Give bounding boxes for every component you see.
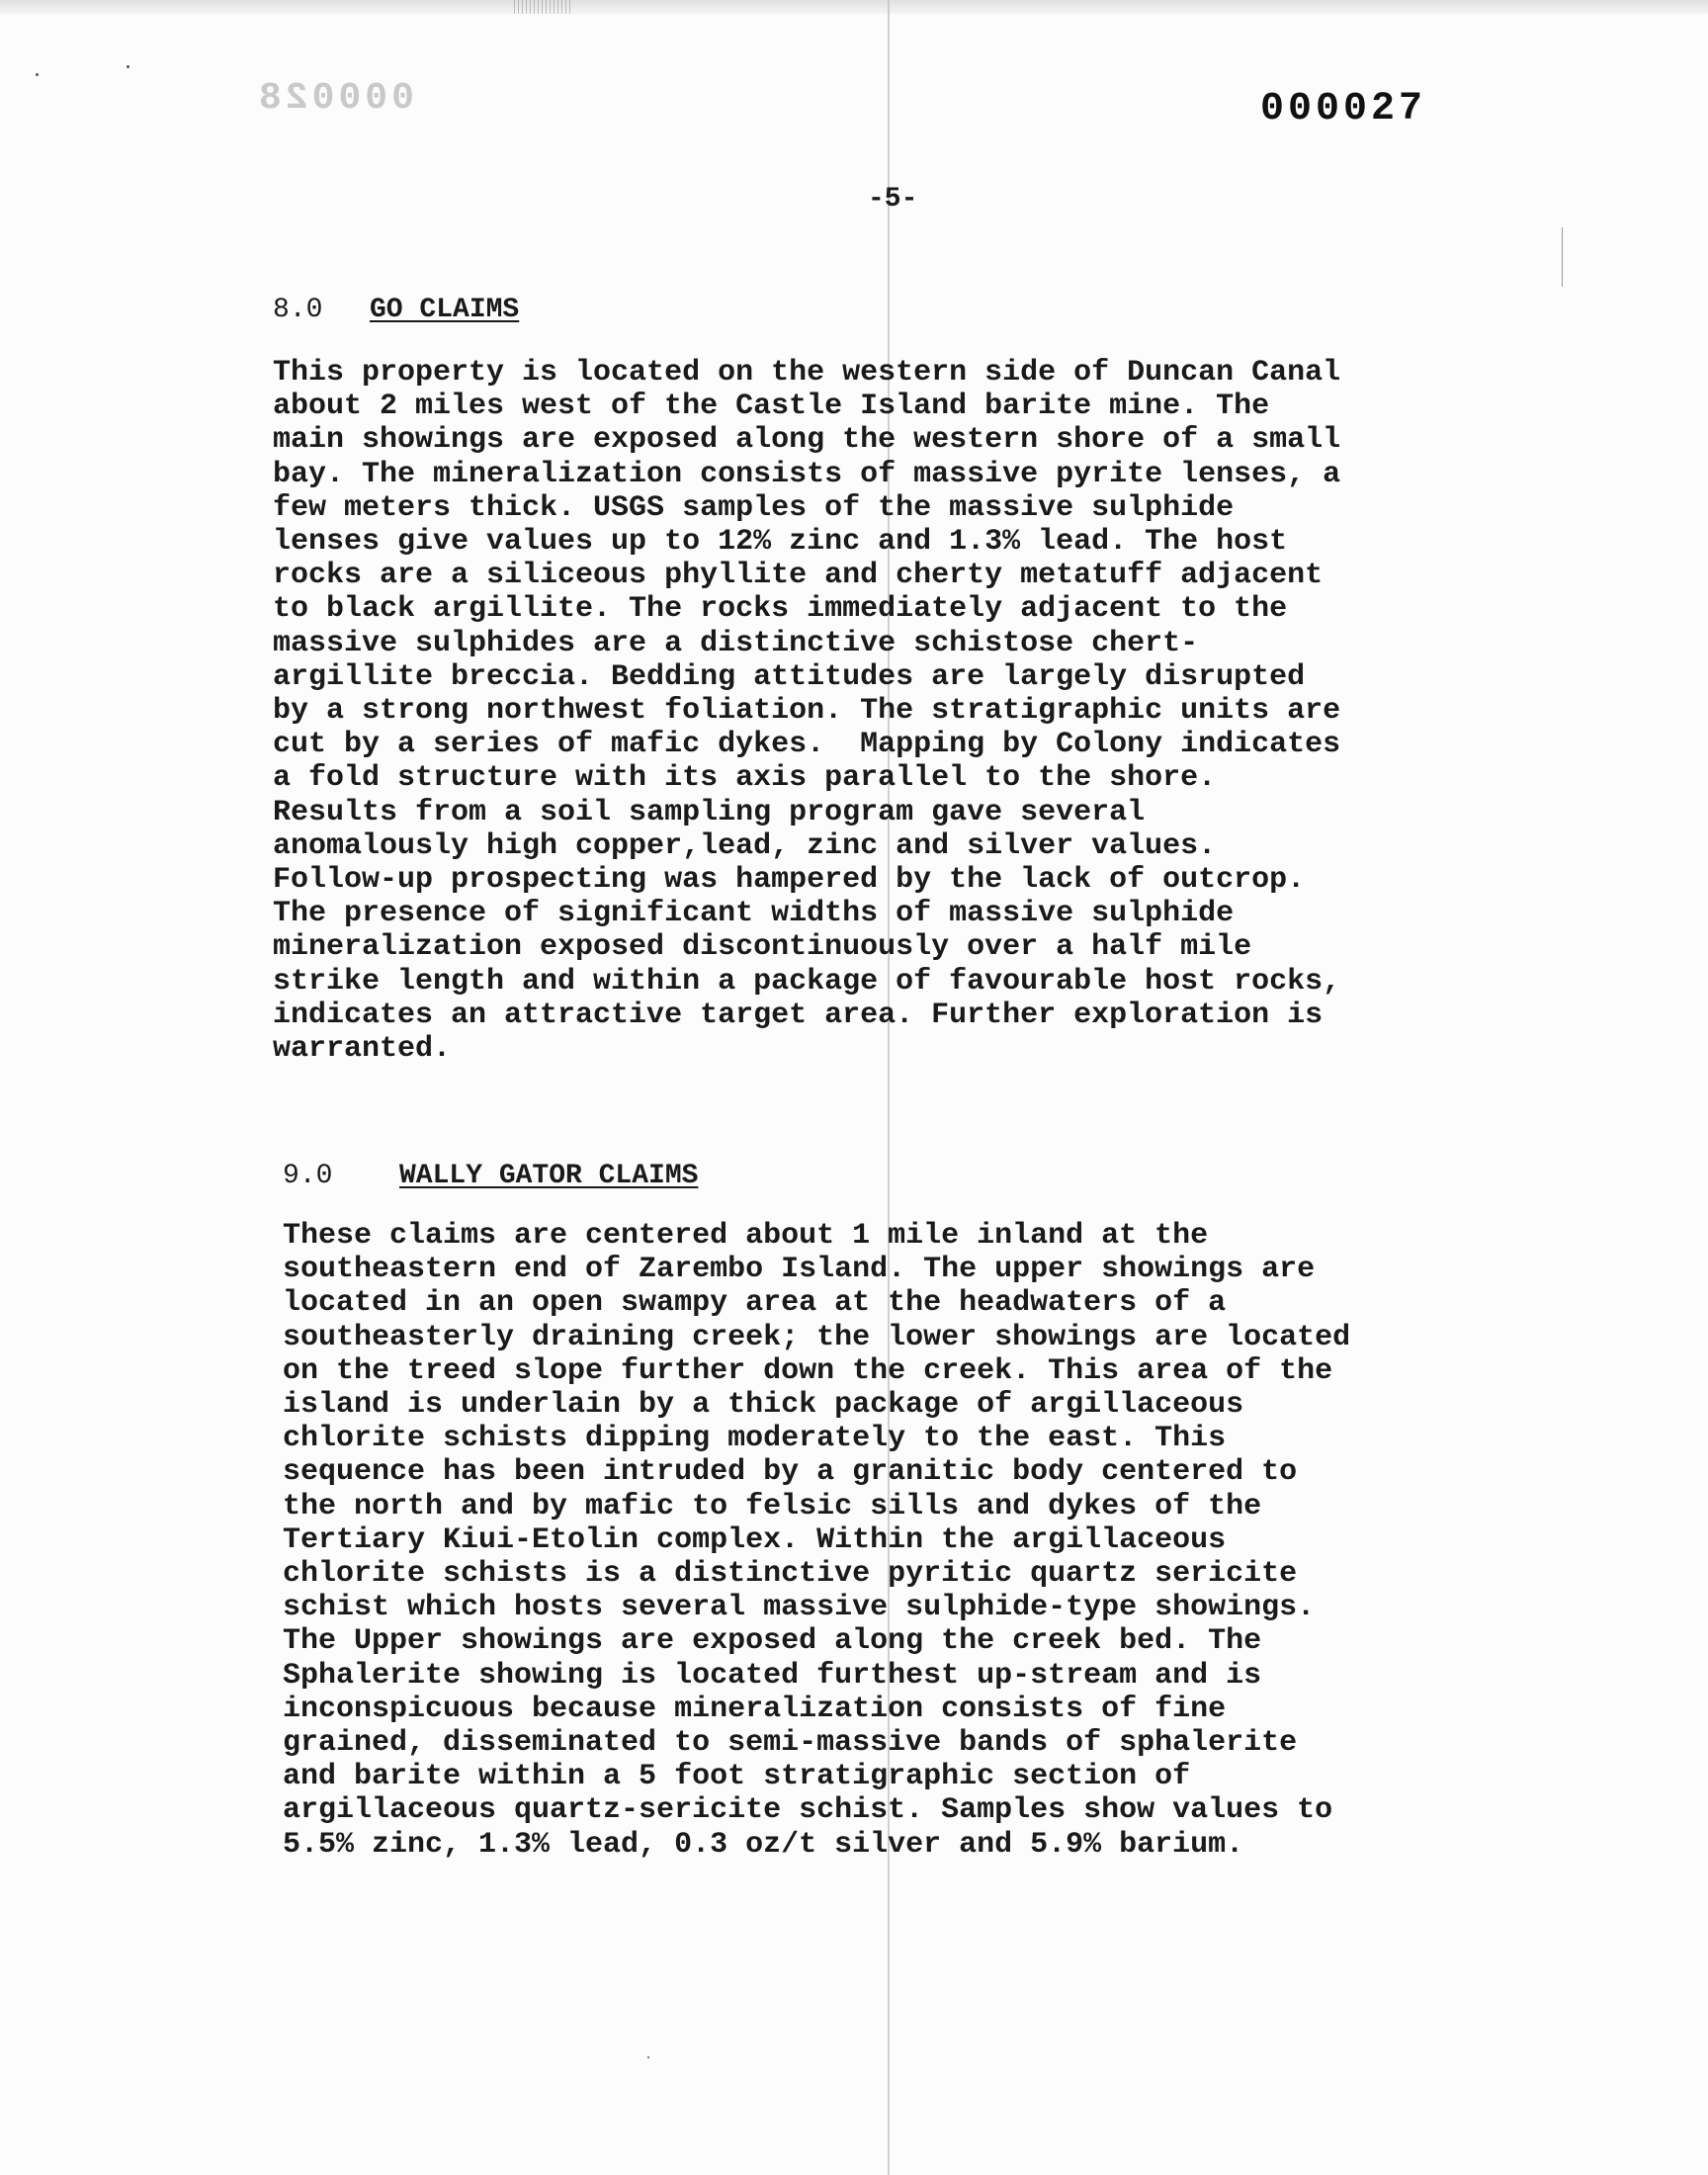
section-number: 9.0	[283, 1161, 333, 1191]
paragraph-line: massive sulphides are a distinctive schistose chert-	[273, 626, 1199, 660]
paragraph-line: This property is located on the western side of Duncan Canal	[273, 356, 1341, 390]
bleed-through-number: 000028	[255, 77, 414, 120]
paragraph-line: chlorite schists dipping moderately to the east. This	[283, 1422, 1227, 1456]
paragraph-line: main showings are exposed along the western shore of a small	[273, 423, 1341, 458]
section-heading-go-claims	[273, 295, 519, 325]
paragraph-line: indicates an attractive target area. Further exploration is	[273, 998, 1324, 1032]
paragraph-line: Sphalerite showing is located furthest up-stream and is	[283, 1658, 1262, 1693]
paragraph-line: 5.5% zinc, 1.3% lead, 0.3 oz/t silver and 5.9% barium.	[283, 1827, 1244, 1862]
section-number: 8.0	[273, 295, 323, 325]
paragraph-line: about 2 miles west of the Castle Island barite mine. The	[273, 390, 1270, 424]
paragraph-line: southeasterly draining creek; the lower showings are located	[283, 1320, 1351, 1354]
paragraph-line: argillaceous quartz-sericite schist. Samples show values to	[283, 1793, 1333, 1828]
section-title: WALLY GATOR CLAIMS	[399, 1161, 699, 1191]
paragraph-line: by a strong northwest foliation. The stratigraphic units are	[273, 694, 1341, 729]
paragraph-line: These claims are centered about 1 mile inland at the	[283, 1219, 1209, 1253]
scan-edge-artifact	[0, 0, 1708, 14]
paragraph-line: Follow-up prospecting was hampered by the lack of outcrop.	[273, 863, 1306, 898]
paragraph-line: schist which hosts several massive sulphide-type showings.	[283, 1591, 1316, 1625]
paragraph-line: southeastern end of Zarembo Island. The upper showings are	[283, 1253, 1316, 1287]
paragraph-line: Results from a soil sampling program gave several	[273, 795, 1146, 829]
paragraph-line: lenses give values up to 12% zinc and 1.3% lead. The host	[273, 525, 1288, 560]
paragraph-line: sequence has been intruded by a granitic body centered to	[283, 1455, 1298, 1490]
paragraph-line: warranted.	[273, 1032, 452, 1067]
scan-speck	[647, 2056, 649, 2058]
paragraph-line: chlorite schists is a distinctive pyritic quartz sericite	[283, 1557, 1298, 1592]
paragraph-line: a fold structure with its axis parallel to the shore.	[273, 761, 1217, 796]
scan-speck	[127, 65, 129, 68]
paragraph-line: The Upper showings are exposed along the creek bed. The	[283, 1624, 1262, 1659]
paragraph-line: bay. The mineralization consists of massive pyrite lenses, a	[273, 457, 1341, 491]
paragraph-line: located in an open swampy area at the headwaters of a	[283, 1286, 1227, 1321]
scan-speck	[36, 73, 39, 76]
paragraph-line: inconspicuous because mineralization consists of fine	[283, 1692, 1227, 1726]
paragraph-line: mineralization exposed discontinuously over a half mile	[273, 930, 1252, 965]
paragraph-line: island is underlain by a thick package of argillaceous	[283, 1388, 1244, 1423]
paragraph-line: anomalously high copper,lead, zinc and silver values.	[273, 828, 1217, 863]
paragraph-line: to black argillite. The rocks immediately adjacent to the	[273, 592, 1288, 627]
paragraph-line: on the treed slope further down the creek. This area of the	[283, 1353, 1333, 1388]
scan-margin-mark	[1562, 227, 1563, 287]
document-number: 000027	[1260, 87, 1427, 131]
page-number: -5-	[868, 184, 918, 215]
paragraph-line: Tertiary Kiui-Etolin complex. Within the argillaceous	[283, 1522, 1227, 1557]
paragraph-line: the north and by mafic to felsic sills and dykes of the	[283, 1489, 1262, 1523]
section-paragraph-go-claims	[273, 356, 1340, 1066]
paragraph-line: and barite within a 5 foot stratigraphic section of	[283, 1760, 1191, 1794]
paragraph-line: The presence of significant widths of massive sulphide	[273, 897, 1235, 931]
paragraph-line: cut by a series of mafic dykes. Mapping by Colony indicates	[273, 728, 1341, 762]
paragraph-line: argillite breccia. Bedding attitudes are largely disrupted	[273, 659, 1306, 694]
section-paragraph-wally-gator-claims	[283, 1219, 1350, 1862]
paragraph-line: rocks are a siliceous phyllite and cherty metatuff adjacent	[273, 559, 1324, 593]
section-title: GO CLAIMS	[370, 295, 520, 325]
paragraph-line: strike length and within a package of favourable host rocks,	[273, 964, 1341, 999]
section-heading-wally-gator-claims	[283, 1161, 698, 1191]
paragraph-line: grained, disseminated to semi-massive bands of sphalerite	[283, 1726, 1298, 1761]
paragraph-line: few meters thick. USGS samples of the massive sulphide	[273, 490, 1235, 525]
